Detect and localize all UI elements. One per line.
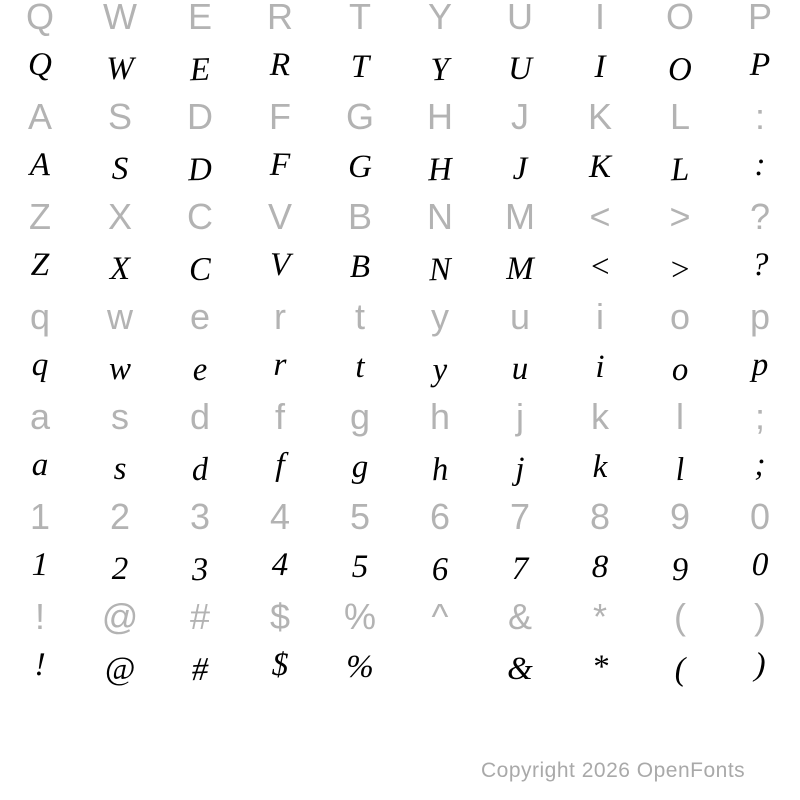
glyph-row-specimen [0,242,800,292]
glyph-cell: 2 [109,496,131,537]
glyph-cell: y [431,296,449,337]
glyph-cell: f [274,396,285,437]
glyph-cell: q [29,296,51,337]
glyph-cell: < [589,196,611,237]
glyph-cell: K [587,96,612,137]
glyph-cell: d [191,451,209,489]
glyph-cell: K [588,149,611,185]
glyph-cell: N [428,251,452,289]
glyph-cell: R [267,0,293,37]
glyph-cell: ) [754,646,766,684]
glyph-cell: t [355,349,365,385]
glyph-row-specimen [0,342,800,392]
glyph-cell: T [350,49,370,85]
glyph-cell: S [111,151,129,187]
glyph-cell: W [103,0,137,37]
glyph-cell: o [669,296,691,337]
glyph-cell: @ [104,651,136,687]
glyph-cell: 3 [191,551,209,589]
glyph-row-specimen [0,142,800,192]
glyph-cell: l [676,396,684,437]
glyph-cell: O [665,0,694,37]
glyph-cell: O [667,51,693,89]
glyph-cell: 1 [31,546,49,584]
glyph-cell: T [349,0,371,37]
glyph-cell: h [431,451,449,489]
glyph-cell: % [343,596,376,637]
glyph-cell: u [511,351,529,387]
glyph-cell: # [189,596,211,637]
glyph-cell: 0 [749,496,771,537]
glyph-cell: Y [427,0,452,37]
glyph-cell: J [511,96,529,137]
glyph-cell: N [427,196,453,237]
glyph-cell: 8 [591,549,609,585]
glyph-cell: & [507,651,533,687]
glyph-row-reference [0,0,800,42]
glyph-cell: Z [30,246,50,284]
glyph-row-reference [0,92,800,142]
glyph-cell: s [111,396,129,437]
glyph-cell: u [509,296,531,337]
glyph-row-specimen [0,642,800,692]
glyph-cell: 6 [429,496,451,537]
glyph-cell: V [269,246,291,284]
glyph-cell: ; [754,446,766,484]
glyph-cell: B [347,196,372,237]
glyph-cell: M [506,251,534,287]
glyph-cell: < [588,249,612,285]
glyph-row-specimen [0,542,800,592]
glyph-cell: 5 [351,549,369,585]
glyph-cell: M [505,196,535,237]
glyph-cell: % [346,649,374,685]
glyph-cell: F [269,146,291,184]
glyph-cell: ) [754,596,766,637]
glyph-cell: B [349,249,371,285]
glyph-cell: 4 [269,496,291,537]
glyph-cell: ? [749,196,771,237]
glyph-cell: V [267,196,292,237]
glyph-cell: Q [25,0,54,37]
glyph-cell: g [349,396,371,437]
glyph-cell: $ [271,646,289,684]
glyph-cell: l [674,451,686,489]
glyph-cell: E [189,51,211,89]
glyph-cell: Y [430,51,450,89]
glyph-cell: D [187,96,213,137]
glyph-cell: ^ [431,596,449,637]
glyph-cell: 6 [431,551,449,589]
glyph-cell: H [427,96,453,137]
glyph-cell: i [596,296,604,337]
glyph-row-reference [0,192,800,242]
glyph-cell: : [754,146,766,184]
glyph-cell: L [669,96,691,137]
glyph-row-reference [0,292,800,342]
glyph-cell [399,644,481,697]
glyph-cell: f [275,446,285,484]
glyph-cell: G [345,96,374,137]
glyph-cell: U [507,0,533,37]
glyph-cell: D [187,151,213,189]
glyph-cell: 9 [669,496,691,537]
glyph-cell: r [274,296,286,337]
glyph-cell: 9 [671,551,689,589]
glyph-cell: e [192,351,208,389]
glyph-cell: k [592,449,608,485]
glyph-cell: * [592,596,607,637]
glyph-cell: E [187,0,212,37]
glyph-cell: L [670,151,690,189]
glyph-cell: w [107,296,133,337]
copyright-text: Copyright 2026 OpenFonts [481,759,746,782]
glyph-cell: ( [674,596,686,637]
glyph-cell: J [512,151,528,187]
glyph-cell: G [348,149,372,185]
glyph-cell: q [31,346,49,384]
glyph-cell: I [594,0,605,37]
glyph-cell: a [29,396,51,437]
glyph-cell: j [516,396,524,437]
glyph-cell: 8 [589,496,611,537]
glyph-cell: : [754,96,765,137]
glyph-cell: 7 [509,496,531,537]
glyph-cell: a [31,446,49,484]
glyph-cell: X [107,196,132,237]
glyph-cell: Z [29,196,51,237]
glyph-cell: W [106,51,134,87]
glyph-cell: e [189,296,211,337]
glyph-cell: ; [754,396,765,437]
glyph-cell: C [188,251,212,289]
glyph-cell: 3 [189,496,211,537]
glyph-cell: p [751,346,769,384]
glyph-cell: # [191,651,209,689]
glyph-cell: 0 [751,546,769,584]
glyph-cell: t [354,296,365,337]
glyph-row-reference [0,492,800,542]
glyph-cell: p [749,296,771,337]
glyph-cell: r [273,346,287,384]
glyph-cell: i [595,349,605,385]
glyph-cell: ! [34,646,46,684]
glyph-cell: Q [27,46,53,84]
glyph-cell: d [189,396,211,437]
glyph-cell: A [27,96,52,137]
glyph-cell: 7 [511,551,529,587]
glyph-cell: j [515,451,525,487]
glyph-cell: $ [269,596,291,637]
glyph-cell: g [351,449,369,485]
glyph-cell: s [113,451,127,487]
glyph-cell: 2 [111,551,129,587]
glyph-cell: ( [673,651,687,689]
glyph-cell: F [269,96,291,137]
glyph-cell: H [427,151,453,189]
glyph-cell: P [749,46,771,84]
glyph-row-reference [0,392,800,442]
glyph-cell: 1 [29,496,51,537]
glyph-cell: > [669,196,691,237]
glyph-row-specimen [0,42,800,92]
glyph-cell: o [671,351,689,389]
glyph-cell: * [591,649,609,685]
glyph-cell: R [269,46,291,84]
glyph-row-reference [0,592,800,642]
glyph-cell: P [747,0,772,37]
glyph-cell: h [429,396,451,437]
glyph-cell: U [508,51,532,87]
glyph-cell: ? [751,246,769,284]
glyph-cell: S [107,96,132,137]
glyph-cell: A [29,146,51,184]
glyph-row-specimen [0,442,800,492]
glyph-cell: I [594,49,606,85]
glyph-cell: w [108,351,131,387]
glyph-cell: & [507,596,532,637]
glyph-cell: > [668,251,692,289]
glyph-cell: X [109,251,131,287]
glyph-cell: ! [34,596,45,637]
glyph-cell: C [187,196,213,237]
glyph-cell: k [591,396,609,437]
glyph-cell: 5 [349,496,371,537]
glyph-cell: 4 [271,546,289,584]
glyph-cell: y [432,351,448,389]
glyph-cell: @ [101,596,139,637]
